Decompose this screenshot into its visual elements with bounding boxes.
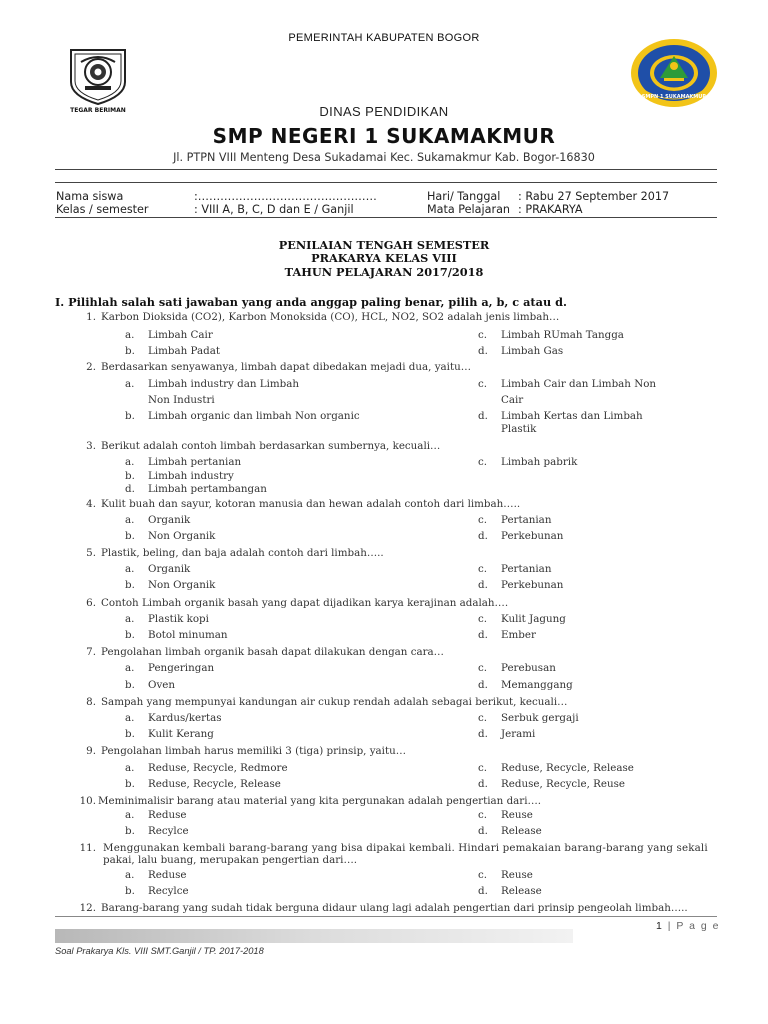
question-text: Meminimalisir barang atau material yang kita pergunakan adalah pengertian dari…. [98,795,542,807]
question-number: 4. [86,498,96,510]
header-divider [55,169,717,170]
footer-text: Soal Prakarya Kls. VIII SMT.Ganjil / TP. 2017-2018 [55,946,264,956]
question-text: Karbon Dioksida (CO2), Karbon Monoksida (CO), HCL, NO2, SO2 adalah jenis limbah… [101,311,560,323]
question-number: 8. [86,696,96,708]
question-number: 5. [86,547,96,559]
question-text: Kulit buah dan sayur, kotoran manusia dan hewan adalah contoh dari limbah….. [101,498,521,510]
name-label: Nama siswa [56,190,124,203]
question-text: Plastik, beling, dan baja adalah contoh dari limbah….. [101,547,384,559]
question-number: 12. [79,902,96,914]
day-label: Hari/ Tanggal [427,190,501,203]
question-number: 11. [79,842,96,854]
day-value: : Rabu 27 September 2017 [518,190,670,203]
government-title: PEMERINTAH KABUPATEN BOGOR [288,32,480,44]
question-number: 10. [79,795,96,807]
exam-title: PENILAIAN TENGAH SEMESTER [278,238,490,252]
question-text: Pengolahan limbah harus memiliki 3 (tiga) prinsip, yaitu… [101,745,407,757]
subject-label: Mata Pelajaran [427,203,511,216]
question-text: Contoh Limbah organik basah yang dapat dijadikan karya kerajinan adalah…. [101,597,509,609]
subject-value: : PRAKARYA [518,203,583,216]
page-number: 1 | P a g e [656,920,720,932]
question-text: Barang-barang yang sudah tidak berguna didaur ulang lagi adalah pengertian dari prinsip pengeolah limbah….. [101,902,688,914]
question-number: 6. [86,597,96,609]
header-divider-2 [55,182,717,183]
question-number: 3. [86,440,96,452]
name-value: :………………………………………… [194,190,377,203]
question-text: Sampah yang mempunyai kandungan air cukup rendah adalah sebagai berikut, kecuali… [101,696,568,708]
footer-bar [55,929,573,943]
department-title: DINAS PENDIDIKAN [319,104,449,119]
question-text: Berikut adalah contoh limbah berdasarkan sumbernya, kecuali… [101,440,441,452]
logo-motto: TEGAR BERIMAN [70,107,126,114]
class-value: : VIII A, B, C, D dan E / Ganjil [194,203,354,216]
class-label: Kelas / semester [56,203,149,216]
question-number: 7. [86,646,96,658]
question-number: 1. [86,311,96,323]
question-text: Menggunakan kembali barang-barang yang bisa dipakai kembali. Hindari pemakaian barang-barang yang sekali [103,842,708,854]
school-address: Jl. PTPN VIII Menteng Desa Sukadamai Kec. Sukamakmur Kab. Bogor-16830 [173,151,595,164]
school-name: SMP NEGERI 1 SUKAMAKMUR [212,124,556,148]
section-instruction: I. Pilihlah salah sati jawaban yang anda anggap paling benar, pilih a, b, c atau d. [55,295,567,309]
exam-year: TAHUN PELAJARAN 2017/2018 [284,265,484,279]
question-text: Pengolahan limbah organik basah dapat dilakukan dengan cara… [101,646,444,658]
footer-divider [55,916,717,917]
question-number: 2. [86,361,96,373]
logo-school-name: SMPN 1 SUKAMAKMUR [641,94,707,100]
info-divider [55,217,717,218]
school-logo [630,38,718,108]
question-text: Berdasarkan senyawanya, limbah dapat dibedakan mejadi dua, yaitu… [101,361,472,373]
exam-subject: PRAKARYA KELAS VIII [311,251,457,265]
question-number: 9. [86,745,96,757]
